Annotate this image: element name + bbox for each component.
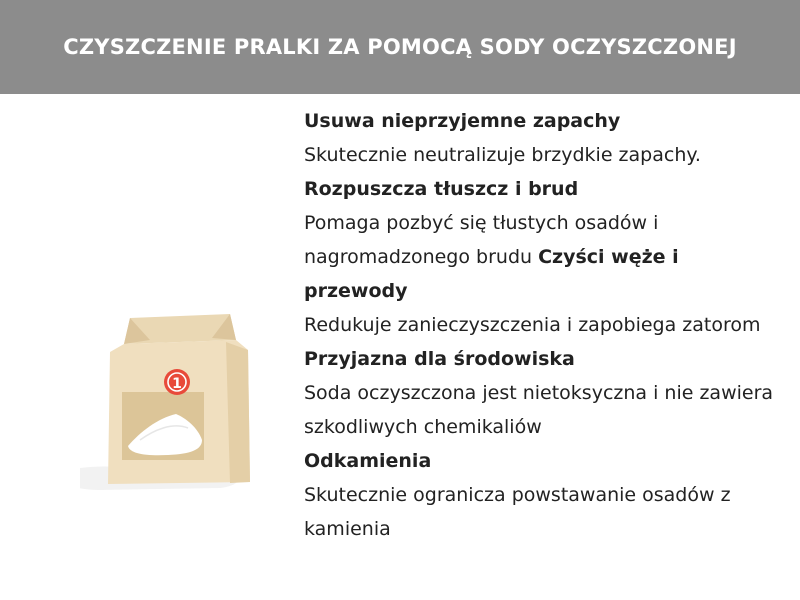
page-title: CZYSZCZENIE PRALKI ZA POMOCĄ SODY OCZYSZCZONEJ <box>63 35 737 59</box>
item-description: Soda oczyszczona jest nietoksyczna i nie zawiera szkodliwych chemikaliów <box>304 382 774 438</box>
item-heading: Odkamienia <box>304 450 432 472</box>
item-heading: Usuwa nieprzyjemne zapachy <box>304 110 621 132</box>
item-description: Skutecznie ogranicza powstawanie osadów z kamienia <box>304 484 731 540</box>
baking-soda-bag-svg <box>80 300 280 500</box>
item-description-inline <box>304 206 784 308</box>
badge-number: 1 <box>172 376 182 392</box>
item-heading: Przyjazna dla środowiska <box>304 348 575 370</box>
item-description: Skutecznie neutralizuje brzydkie zapachy. <box>304 144 701 166</box>
header-banner <box>0 0 800 94</box>
item-heading: Rozpuszcza tłuszcz i brud <box>304 178 579 200</box>
item-description: Pomaga pozbyć się tłustych osadów i nagromadzonego brudu <box>304 212 659 268</box>
item-description: Redukuje zanieczyszczenia i zapobiega zatorom <box>304 314 761 336</box>
benefits-list <box>304 104 784 546</box>
baking-soda-bag-icon <box>80 300 280 500</box>
item-heading: Czyści węże i przewody <box>304 246 679 302</box>
